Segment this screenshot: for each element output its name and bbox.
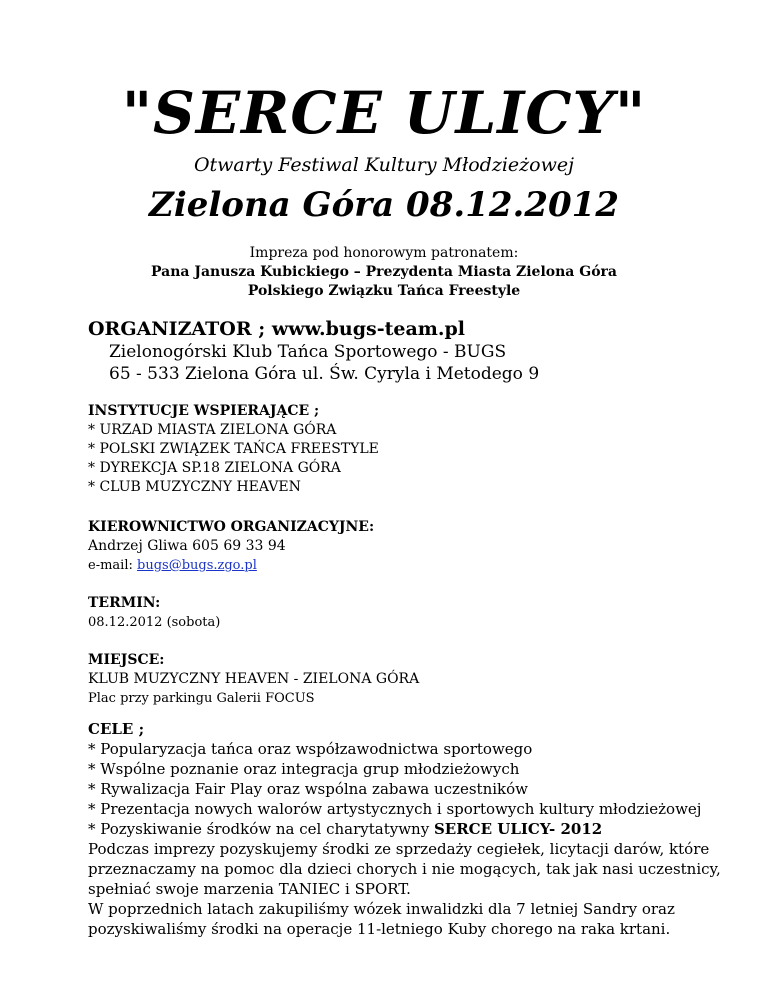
supporting-item: * URZAD MIASTA ZIELONA GÓRA bbox=[88, 422, 337, 438]
goals-heading: CELE ; bbox=[88, 720, 145, 738]
place-note: Plac przy parkingu Galerii FOCUS bbox=[88, 691, 315, 706]
organizer-heading: ORGANIZATOR ; www.bugs-team.pl bbox=[88, 318, 465, 340]
goal-item: * Prezentacja nowych walorów artystycznych i sportowych kultury młodzieżowej bbox=[88, 800, 702, 818]
goal-item-charity bbox=[88, 819, 728, 839]
paragraph-line: spełniać swoje marzenia TANIEC i SPORT. bbox=[88, 880, 411, 898]
paragraph-line: Podczas imprezy pozyskujemy środki ze sprzedaży cegiełek, licytacji darów, które bbox=[88, 840, 710, 858]
charity-prefix: * Pozyskiwanie środków na cel charytatywny bbox=[88, 820, 434, 838]
patronage-intro: Impreza pod honorowym patronatem: bbox=[249, 245, 519, 261]
festival-subtitle: Otwarty Festiwal Kultury Młodzieżowej bbox=[193, 154, 575, 176]
management-email-row bbox=[88, 556, 728, 575]
place-section bbox=[88, 651, 728, 708]
goal-item: * Rywalizacja Fair Play oraz wspólna zabawa uczestników bbox=[88, 780, 528, 798]
charity-name: SERCE ULICY- 2012 bbox=[433, 820, 603, 838]
email-link[interactable]: bugs@bugs.zgo.pl bbox=[137, 558, 257, 573]
paragraph-line: pozyskiwaliśmy środki na operacje 11-letniego Kuby chorego na raka krtani. bbox=[88, 920, 671, 938]
term-value: 08.12.2012 (sobota) bbox=[88, 615, 221, 630]
term-section bbox=[88, 594, 728, 632]
organizer-address: 65 - 533 Zielona Góra ul. Św. Cyryla i Metodego 9 bbox=[109, 364, 540, 384]
goals-section bbox=[88, 719, 728, 939]
management-contact: Andrzej Gliwa 605 69 33 94 bbox=[88, 538, 286, 554]
organizer-block bbox=[88, 317, 728, 385]
term-heading: TERMIN: bbox=[88, 595, 161, 611]
email-label: e-mail: bbox=[88, 558, 137, 573]
management-heading: KIEROWNICTWO ORGANIZACYJNE: bbox=[88, 519, 375, 535]
patronage-line-1: Pana Janusza Kubickiego – Prezydenta Miasta Zielona Góra bbox=[151, 264, 617, 280]
supporting-heading: INSTYTUCJE WSPIERAJĄCE ; bbox=[88, 403, 320, 419]
patronage-line-2: Polskiego Związku Tańca Freestyle bbox=[247, 283, 521, 299]
management-section bbox=[88, 518, 728, 575]
supporting-item: * DYREKCJA SP.18 ZIELONA GÓRA bbox=[88, 460, 341, 476]
festival-city-date: Zielona Góra 08.12.2012 bbox=[149, 185, 619, 225]
supporting-item: * POLSKI ZWIĄZEK TAŃCA FREESTYLE bbox=[88, 441, 379, 457]
paragraph-line: W poprzednich latach zakupiliśmy wózek inwalidzki dla 7 letniej Sandry oraz bbox=[88, 900, 675, 918]
organizer-name: Zielonogórski Klub Tańca Sportowego - BUGS bbox=[109, 342, 507, 362]
patronage-block bbox=[0, 244, 768, 301]
paragraph-line: przeznaczamy na pomoc dla dzieci chorych i nie mogących, tak jak nasi uczestnicy, bbox=[88, 860, 721, 878]
goal-item: * Popularyzacja tańca oraz współzawodnictwa sportowego bbox=[88, 740, 533, 758]
place-heading: MIEJSCE: bbox=[88, 652, 165, 668]
festival-title: "SERCE ULICY" bbox=[121, 79, 647, 147]
supporting-item: * CLUB MUZYCZNY HEAVEN bbox=[88, 479, 301, 495]
goal-item: * Wspólne poznanie oraz integracja grup młodzieżowych bbox=[88, 760, 520, 778]
supporting-institutions bbox=[88, 402, 728, 497]
place-value: KLUB MUZYCZNY HEAVEN - ZIELONA GÓRA bbox=[88, 671, 420, 687]
